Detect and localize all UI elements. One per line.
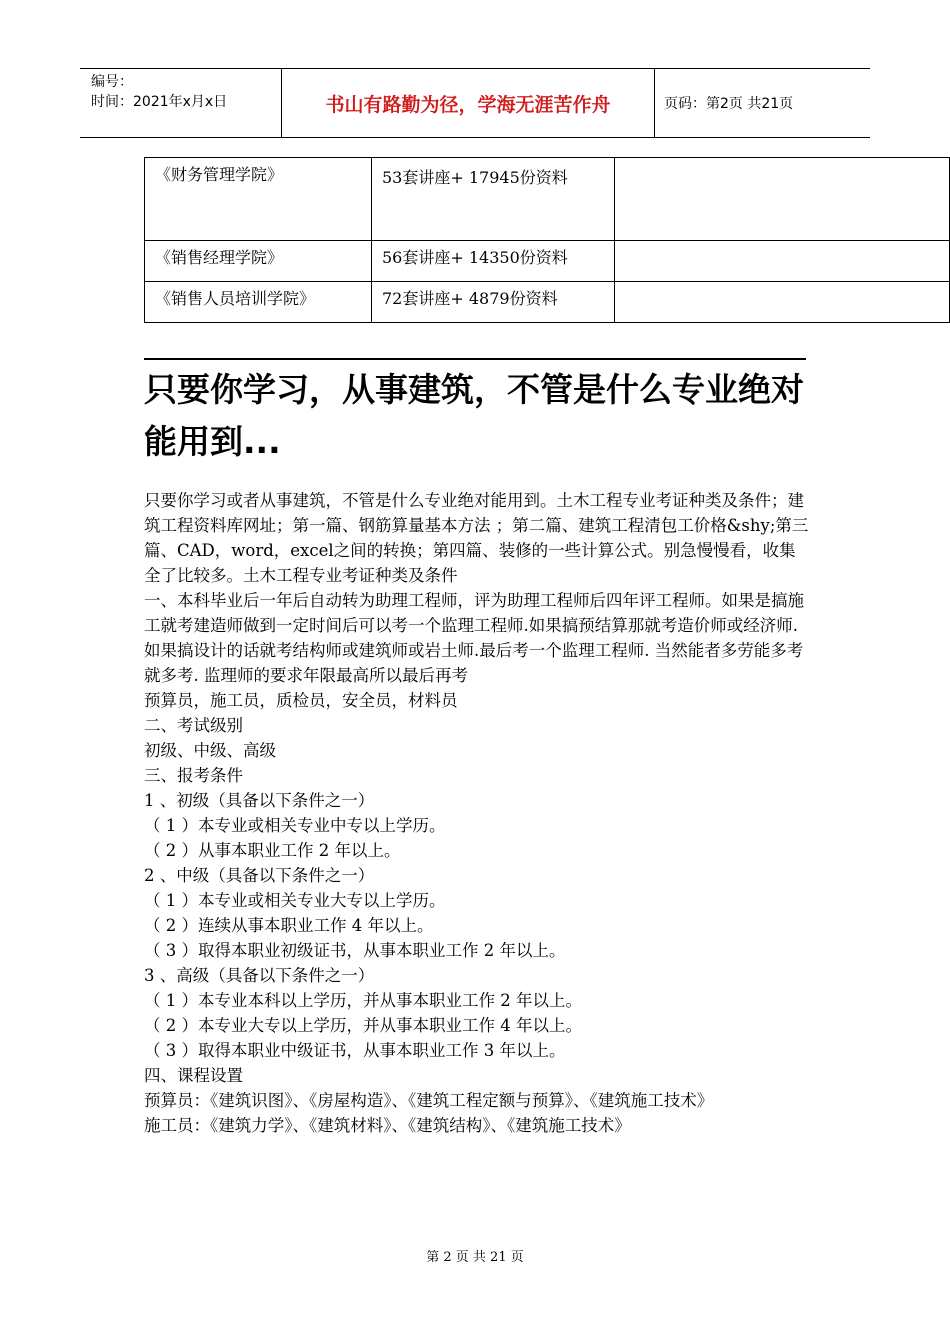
paragraph: 预算员，施工员，质检员，安全员，材料员: [144, 691, 458, 710]
table-cell-desc: 56套讲座+ 14350份资料: [372, 241, 615, 282]
article-body: [144, 488, 812, 1138]
paragraph: 施工员：《建筑力学》、《建筑材料》、《建筑结构》、《建筑施工技术》: [144, 1116, 631, 1135]
table-cell-name: 《销售经理学院》: [145, 241, 372, 282]
paragraph: 只要你学习或者从事建筑，不管是什么专业绝对能用到。土木工程专业考证种类及条件；建筑工程资料库网址；第一篇、钢筋算量基本方法 ；第二篇、建筑工程清包工价格&shy;第三篇、CAD，word，excel之间的转换；第四篇、装修的一些计算公式。别急慢慢看，收集全了比较多。土木工程专业考证种类及条件: [144, 491, 809, 585]
paragraph: （ 3 ）取得本职业中级证书，从事本职业工作 3 年以上。: [144, 1041, 566, 1060]
paragraph: 一、本科毕业后一年后自动转为助理工程师，评为助理工程师后四年评工程师。如果是搞施工就考建造师做到一定时间后可以考一个监理工程师.如果搞预结算那就考造价师或经济师. 如果搞设计的话就考结构师或建筑师或岩土师.最后考一个监理工程师. 当然能者多劳能多考就多考. 监理师的要求年限最高所以最后再考: [144, 591, 804, 685]
table-cell-desc: 72套讲座+ 4879份资料: [372, 282, 615, 323]
header-meta: [80, 69, 282, 137]
paragraph: 1 、初级（具备以下条件之一）: [144, 791, 375, 810]
table-cell-name: 《销售人员培训学院》: [145, 282, 372, 323]
article-title: 只要你学习，从事建筑，不管是什么专业绝对能用到...: [144, 370, 804, 461]
paragraph: （ 2 ）本专业大专以上学历，并从事本职业工作 4 年以上。: [144, 1016, 582, 1035]
header-motto: 书山有路勤为径，学海无涯苦作舟: [282, 69, 655, 137]
document-date: 时间：2021年x月x日: [91, 94, 228, 110]
table-row: [145, 282, 950, 323]
paragraph: 二、考试级别: [144, 716, 243, 735]
paragraph: （ 3 ）取得本职业初级证书，从事本职业工作 2 年以上。: [144, 941, 566, 960]
paragraph: 预算员：《建筑识图》、《房屋构造》、《建筑工程定额与预算》、《建筑施工技术》: [144, 1091, 714, 1110]
header-page-number: 页码：第2页 共21页: [664, 96, 794, 112]
paragraph: （ 1 ）本专业或相关专业中专以上学历。: [144, 816, 446, 835]
paragraph: （ 2 ）连续从事本职业工作 4 年以上。: [144, 916, 434, 935]
table-cell-extra: [615, 158, 950, 241]
paragraph: （ 1 ）本专业或相关专业大专以上学历。: [144, 891, 446, 910]
paragraph: （ 1 ）本专业本科以上学历，并从事本职业工作 2 年以上。: [144, 991, 582, 1010]
paragraph: 2 、中级（具备以下条件之一）: [144, 866, 375, 885]
resource-table: [144, 157, 950, 323]
page-footer: 第 2 页 共 21 页: [426, 1250, 524, 1265]
table-cell-extra: [615, 241, 950, 282]
table-cell-extra: [615, 282, 950, 323]
table-cell-desc: 53套讲座+ 17945份资料: [372, 158, 615, 241]
paragraph: （ 2 ）从事本职业工作 2 年以上。: [144, 841, 401, 860]
title-divider: [144, 358, 806, 360]
page-header: [80, 68, 870, 138]
table-row: [145, 158, 950, 241]
paragraph: 四、课程设置: [144, 1066, 243, 1085]
paragraph: 三、报考条件: [144, 766, 243, 785]
paragraph: 初级、中级、高级: [144, 741, 276, 760]
table-row: [145, 241, 950, 282]
document-number-label: 编号：: [91, 74, 133, 90]
paragraph: 3 、高级（具备以下条件之一）: [144, 966, 375, 985]
table-cell-name: 《财务管理学院》: [145, 158, 372, 241]
